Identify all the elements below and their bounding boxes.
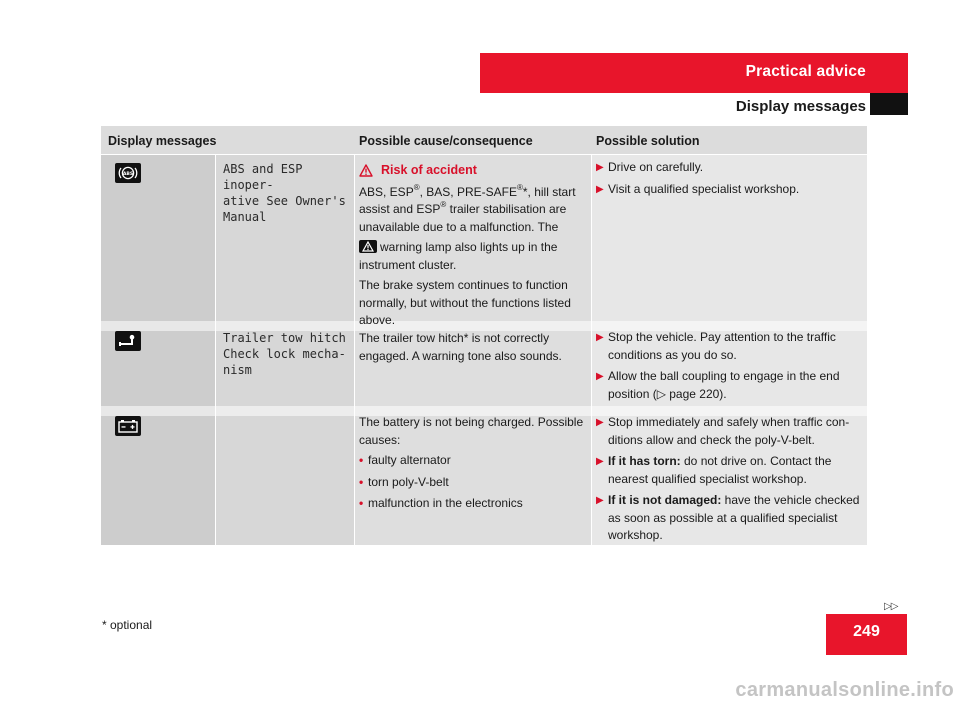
battery-icon (115, 416, 141, 436)
section-header-bar (480, 53, 908, 93)
column-header-possible-cause: Possible cause/consequence (359, 134, 533, 148)
row-2-solutions (596, 329, 864, 407)
header-marker (870, 93, 908, 115)
continued-marker: ▷▷ (884, 601, 898, 612)
solution-item: ▶ Visit a qualified specialist workshop. (596, 181, 800, 196)
table-header (101, 126, 867, 154)
footnote: * optional (102, 618, 153, 632)
column-header-display-messages: Display messages (108, 134, 217, 148)
trailer-hitch-icon (115, 331, 141, 351)
cause-list-item: • faulty alternator (359, 453, 451, 467)
solution-item: ▶ Allow the ball coupling to engage in the end position (▷ page 220). (596, 369, 840, 401)
solution-item: ▶ Drive on carefully. (596, 160, 704, 174)
row-3-cause: The battery is not being charged. Possible causes: • faulty alternator • torn poly-V-belt • malfunction in the electronics (359, 414, 589, 517)
row-3-solutions (596, 414, 864, 549)
cause-paragraph: warning lamp also lights up in the instrument cluster. (359, 240, 558, 272)
row-2-message: Trailer tow hitch Check lock mecha- nism (223, 331, 346, 377)
section-title: Practical advice (745, 63, 866, 80)
cause-list-item: • torn poly-V-belt (359, 474, 449, 489)
row-1-message: ABS and ESP inoper- ative See Owner's Manual (223, 162, 346, 224)
page-number-box (826, 614, 907, 655)
risk-warning: Risk of accident (359, 162, 589, 180)
solution-item: ▶ Stop immediately and safely when traffic con-ditions allow and check the poly-V-belt. (596, 415, 850, 447)
column-header-possible-solution: Possible solution (596, 134, 700, 148)
display-messages-table (101, 126, 867, 545)
abs-icon (115, 163, 141, 183)
svg-text:ABS: ABS (122, 172, 134, 177)
row-2-cause: The trailer tow hitch* is not correctly engaged. A warning tone also sounds. (359, 331, 562, 363)
warning-lamp-icon (359, 240, 377, 253)
cause-paragraph: ABS, ESP®, BAS, PRE-SAFE®*, hill start assist and ESP® trailer stabilisation are unavailable due to a malfunction. The (359, 182, 576, 234)
solution-item: ▶ If it is not damaged: have the vehicle checked as soon as possible at a qualified specialist workshop. (596, 493, 860, 542)
cause-list-item: • malfunction in the electronics (359, 496, 523, 510)
row-1-solutions (596, 159, 864, 202)
page-title: Display messages (735, 98, 866, 115)
watermark: carmanualsonline.info (735, 679, 954, 701)
cause-paragraph: The brake system continues to function normally, but without the functions listed above. (359, 278, 571, 327)
row-1-cause (359, 162, 589, 333)
warning-triangle-icon (359, 164, 373, 177)
page-number: 249 (853, 623, 880, 640)
solution-item: ▶ If it has torn: do not drive on. Contact the nearest qualified specialist workshop. (596, 454, 832, 486)
solution-item: ▶ Stop the vehicle. Pay attention to the traffic conditions as you do so. (596, 330, 836, 362)
